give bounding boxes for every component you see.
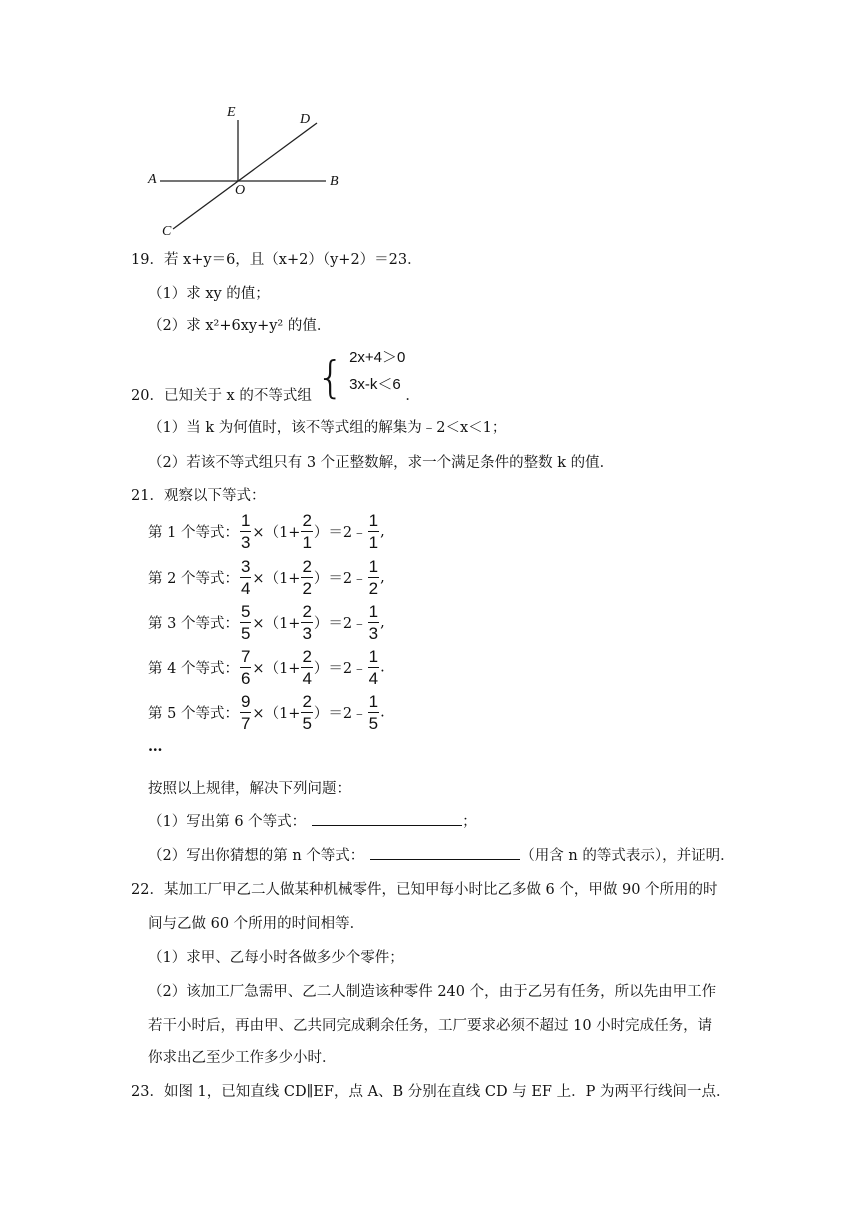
fraction-c-num: 1: [368, 511, 379, 530]
inequality-system: [349, 346, 405, 394]
label-B: B: [330, 174, 339, 189]
equation-end: .: [380, 659, 385, 676]
fraction-a: [240, 558, 251, 597]
equation-row: [148, 512, 385, 551]
fraction-a-den: 3: [240, 533, 251, 552]
inequality-1: 2x+4＞0: [349, 349, 406, 366]
fraction-b: [301, 648, 312, 687]
q21-part2-prefix: （2）写出你猜想的第 n 个等式：: [148, 848, 365, 864]
equation-eq: ）＝2﹣: [313, 661, 367, 677]
fraction-b: [301, 558, 312, 597]
equation-row: [148, 693, 385, 732]
fraction-a-num: 7: [240, 647, 251, 666]
fraction-c-den: 5: [368, 714, 379, 733]
equation-eq: ）＝2﹣: [313, 571, 367, 587]
fraction-a-num: 1: [240, 511, 251, 530]
fraction-c: [368, 693, 379, 732]
fraction-b: [301, 693, 312, 732]
q21-part1-suffix: ；: [462, 814, 477, 830]
fraction-c-num: 1: [368, 647, 379, 666]
q21-ellipsis: …: [148, 738, 163, 755]
equation-eq: ）＝2﹣: [313, 706, 367, 722]
equation-end: ,: [380, 569, 385, 586]
q23-line1: 23．如图 1，已知直线 CD∥EF，点 A、B 分别在直线 CD 与 EF 上．P 为两平行线间一点．: [131, 1084, 731, 1100]
equation-end: ,: [380, 523, 385, 540]
q19-part1: （1）求 xy 的值；: [148, 286, 270, 302]
angle-diagram: [140, 100, 370, 240]
equation-label: 第 3 个等式：: [148, 616, 239, 632]
fraction-b-den: 2: [302, 579, 312, 598]
fraction-a: [240, 693, 251, 732]
q22-line1: 22．某加工厂甲乙二人做某种机械零件，已知甲每小时比乙多做 6 个，甲做 90 个所用的时: [131, 882, 718, 898]
q20-part2: （2）若该不等式组只有 3 个正整数解，求一个满足条件的整数 k 的值．: [148, 455, 615, 471]
label-C: C: [162, 224, 172, 239]
q21-part2: [148, 844, 735, 865]
line-CD: [173, 123, 317, 229]
q22-line2: 间与乙做 60 个所用的时间相等．: [148, 916, 365, 932]
fraction-c-den: 3: [368, 624, 379, 643]
fraction-b-num: 2: [302, 602, 312, 621]
equation-label: 第 4 个等式：: [148, 661, 239, 677]
equation-end: ,: [380, 614, 385, 631]
equation-row: [148, 558, 385, 597]
fraction-b-num: 2: [302, 557, 312, 576]
fraction-c-num: 1: [368, 557, 379, 576]
equation-label: 第 1 个等式：: [148, 525, 239, 541]
fraction-a-den: 6: [240, 669, 251, 688]
equation-row: [148, 603, 385, 642]
equation-mid: ×（1+: [252, 616, 301, 632]
q21-instruction: 按照以上规律，解决下列问题：: [148, 781, 351, 797]
system-brace: {: [316, 352, 345, 403]
fraction-c-den: 2: [368, 579, 379, 598]
fraction-c-num: 1: [368, 692, 379, 711]
fraction-c-num: 1: [368, 602, 379, 621]
q21-stem: 21．观察以下等式：: [131, 488, 266, 504]
equation-eq: ）＝2﹣: [313, 525, 367, 541]
label-O: O: [235, 183, 246, 198]
q22-part2-line2: 若干小时后，再由甲、乙共同完成剩余任务，工厂要求必须不超过 10 小时完成任务，请: [148, 1018, 713, 1034]
label-E: E: [227, 105, 236, 120]
equation-mid: ×（1+: [252, 706, 301, 722]
geometry-figure: [140, 100, 370, 240]
label-A: A: [148, 172, 157, 187]
fraction-b-den: 3: [302, 624, 312, 643]
inequality-2: 3x-k＜6: [349, 376, 401, 393]
fraction-b-num: 2: [302, 692, 312, 711]
q19-part2: （2）求 x²+6xy+y² 的值．: [148, 318, 332, 334]
q20-part1: （1）当 k 为何值时，该不等式组的解集为﹣2＜x＜1；: [148, 420, 507, 436]
fraction-a-den: 5: [240, 624, 251, 643]
equation-row: [148, 648, 385, 687]
fraction-b: [301, 603, 312, 642]
fraction-c: [368, 512, 379, 551]
fraction-c-den: 4: [368, 669, 379, 688]
fraction-a-num: 3: [240, 557, 251, 576]
q20-stem: [131, 346, 420, 406]
fraction-a: [240, 512, 251, 551]
fraction-a-num: 5: [240, 602, 251, 621]
label-D: D: [300, 112, 311, 127]
q22-part1: （1）求甲、乙每小时各做多少个零件；: [148, 950, 404, 966]
fraction-a: [240, 648, 251, 687]
q22-part2-line1: （2）该加工厂急需甲、乙二人制造该种零件 240 个，由于乙另有任务，所以先由甲工作: [148, 984, 717, 1000]
q20-stem-suffix: ．: [405, 388, 420, 404]
q22-part2-line3: 你求出乙至少工作多少小时．: [148, 1050, 337, 1066]
q21-part1: [148, 810, 477, 831]
fraction-a-num: 9: [240, 692, 251, 711]
fraction-a-den: 7: [240, 714, 251, 733]
fraction-c-den: 1: [368, 533, 379, 552]
fraction-b-den: 1: [302, 533, 312, 552]
equation-mid: ×（1+: [252, 525, 301, 541]
fraction-c: [368, 648, 379, 687]
equation-mid: ×（1+: [252, 571, 301, 587]
q21-part2-suffix: （用含 n 的等式表示），并证明．: [520, 848, 735, 864]
fraction-b-num: 2: [302, 511, 312, 530]
fraction-c: [368, 603, 379, 642]
fraction-b-num: 2: [302, 647, 312, 666]
equation-end: .: [380, 704, 385, 721]
answer-blank-1[interactable]: [312, 811, 462, 826]
fraction-b-den: 4: [302, 669, 312, 688]
equation-label: 第 2 个等式：: [148, 571, 239, 587]
q19-stem: 19．若 x+y＝6，且（x+2）（y+2）＝23．: [131, 252, 422, 268]
equation-mid: ×（1+: [252, 661, 301, 677]
q20-stem-prefix: 20．已知关于 x 的不等式组: [131, 388, 312, 404]
equation-label: 第 5 个等式：: [148, 706, 239, 722]
fraction-c: [368, 558, 379, 597]
fraction-a: [240, 603, 251, 642]
equation-eq: ）＝2﹣: [313, 616, 367, 632]
answer-blank-2[interactable]: [370, 845, 520, 860]
fraction-b: [301, 512, 312, 551]
q21-part1-prefix: （1）写出第 6 个等式：: [148, 814, 307, 830]
fraction-a-den: 4: [240, 579, 251, 598]
fraction-b-den: 5: [302, 714, 312, 733]
